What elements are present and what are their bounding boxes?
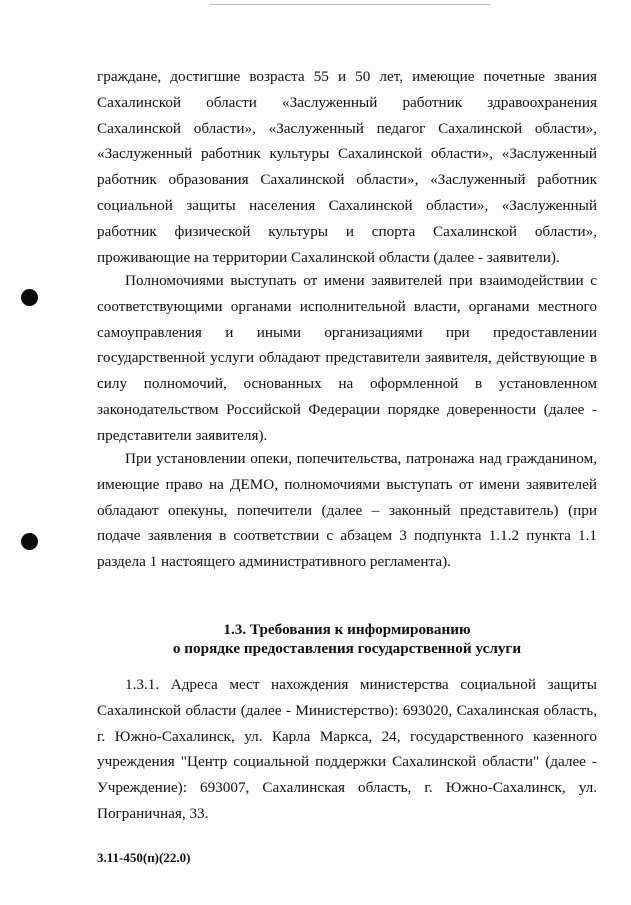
paragraph-guardianship: При установлении опеки, попечительства, патронажа над гражданином, имеющие право на ДЕМО, полномочиями выступать от имени заявителей обладают опекуны, попечители (далее – законный представитель) (при подаче заявления в соответствии с абзацем 3 подпункта 1.1.2 пункта 1.1 раздела 1 настоящего административного регламента). — [97, 450, 597, 571]
top-edge-line — [210, 4, 490, 5]
paragraph-addresses: 1.3.1. Адреса мест нахождения министерства социальной защиты Сахалинской области (далее - Министерство): 693020, Сахалинская область, г. Южно-Сахалинск, ул. Карла Маркса, 24, государственного казенного учреждения "Центр социальной поддержки Сахалинской области" (далее - Учреждение): 693007, Сахалинская область, г. Южно-Сахалинск, ул. Пограничная, 33. — [97, 676, 597, 822]
punch-hole-upper — [21, 289, 38, 306]
section-heading-line-1: 1.3. Требования к информированию — [223, 621, 471, 638]
paragraph-eligible-citizens: граждане, достигшие возраста 55 и 50 лет, имеющие почетные звания Сахалинской области «Заслуженный работник здравоохранения Сахалинской области», «Заслуженный педагог Сахалинской области», «Заслуженный работник культуры Сахалинской области», «Заслуженный работник образования Сахалинской области», «Заслуженный работник социальной защиты населения Сахалинской области», «Заслуженный работник физической культуры и спорта Сахалинской области», проживающие на территории Сахалинской области (далее - заявители). — [97, 68, 597, 266]
paragraph-representatives: Полномочиями выступать от имени заявителей при взаимодействии с соответствующими органами исполнительной власти, органами местного самоуправления и иными организациями при предоставлении государственной услуги обладают представители заявителя, действующие в силу полномочий, основанных на оформленной в установленном законодательством Российской Федерации порядке доверенности (далее - представители заявителя). — [97, 272, 597, 444]
section-heading-line-2: о порядке предоставления государственной услуги — [172, 640, 522, 657]
punch-hole-lower — [21, 533, 38, 550]
document-code: 3.11-450(п)(22.0) — [97, 850, 191, 865]
section-heading — [97, 620, 597, 658]
